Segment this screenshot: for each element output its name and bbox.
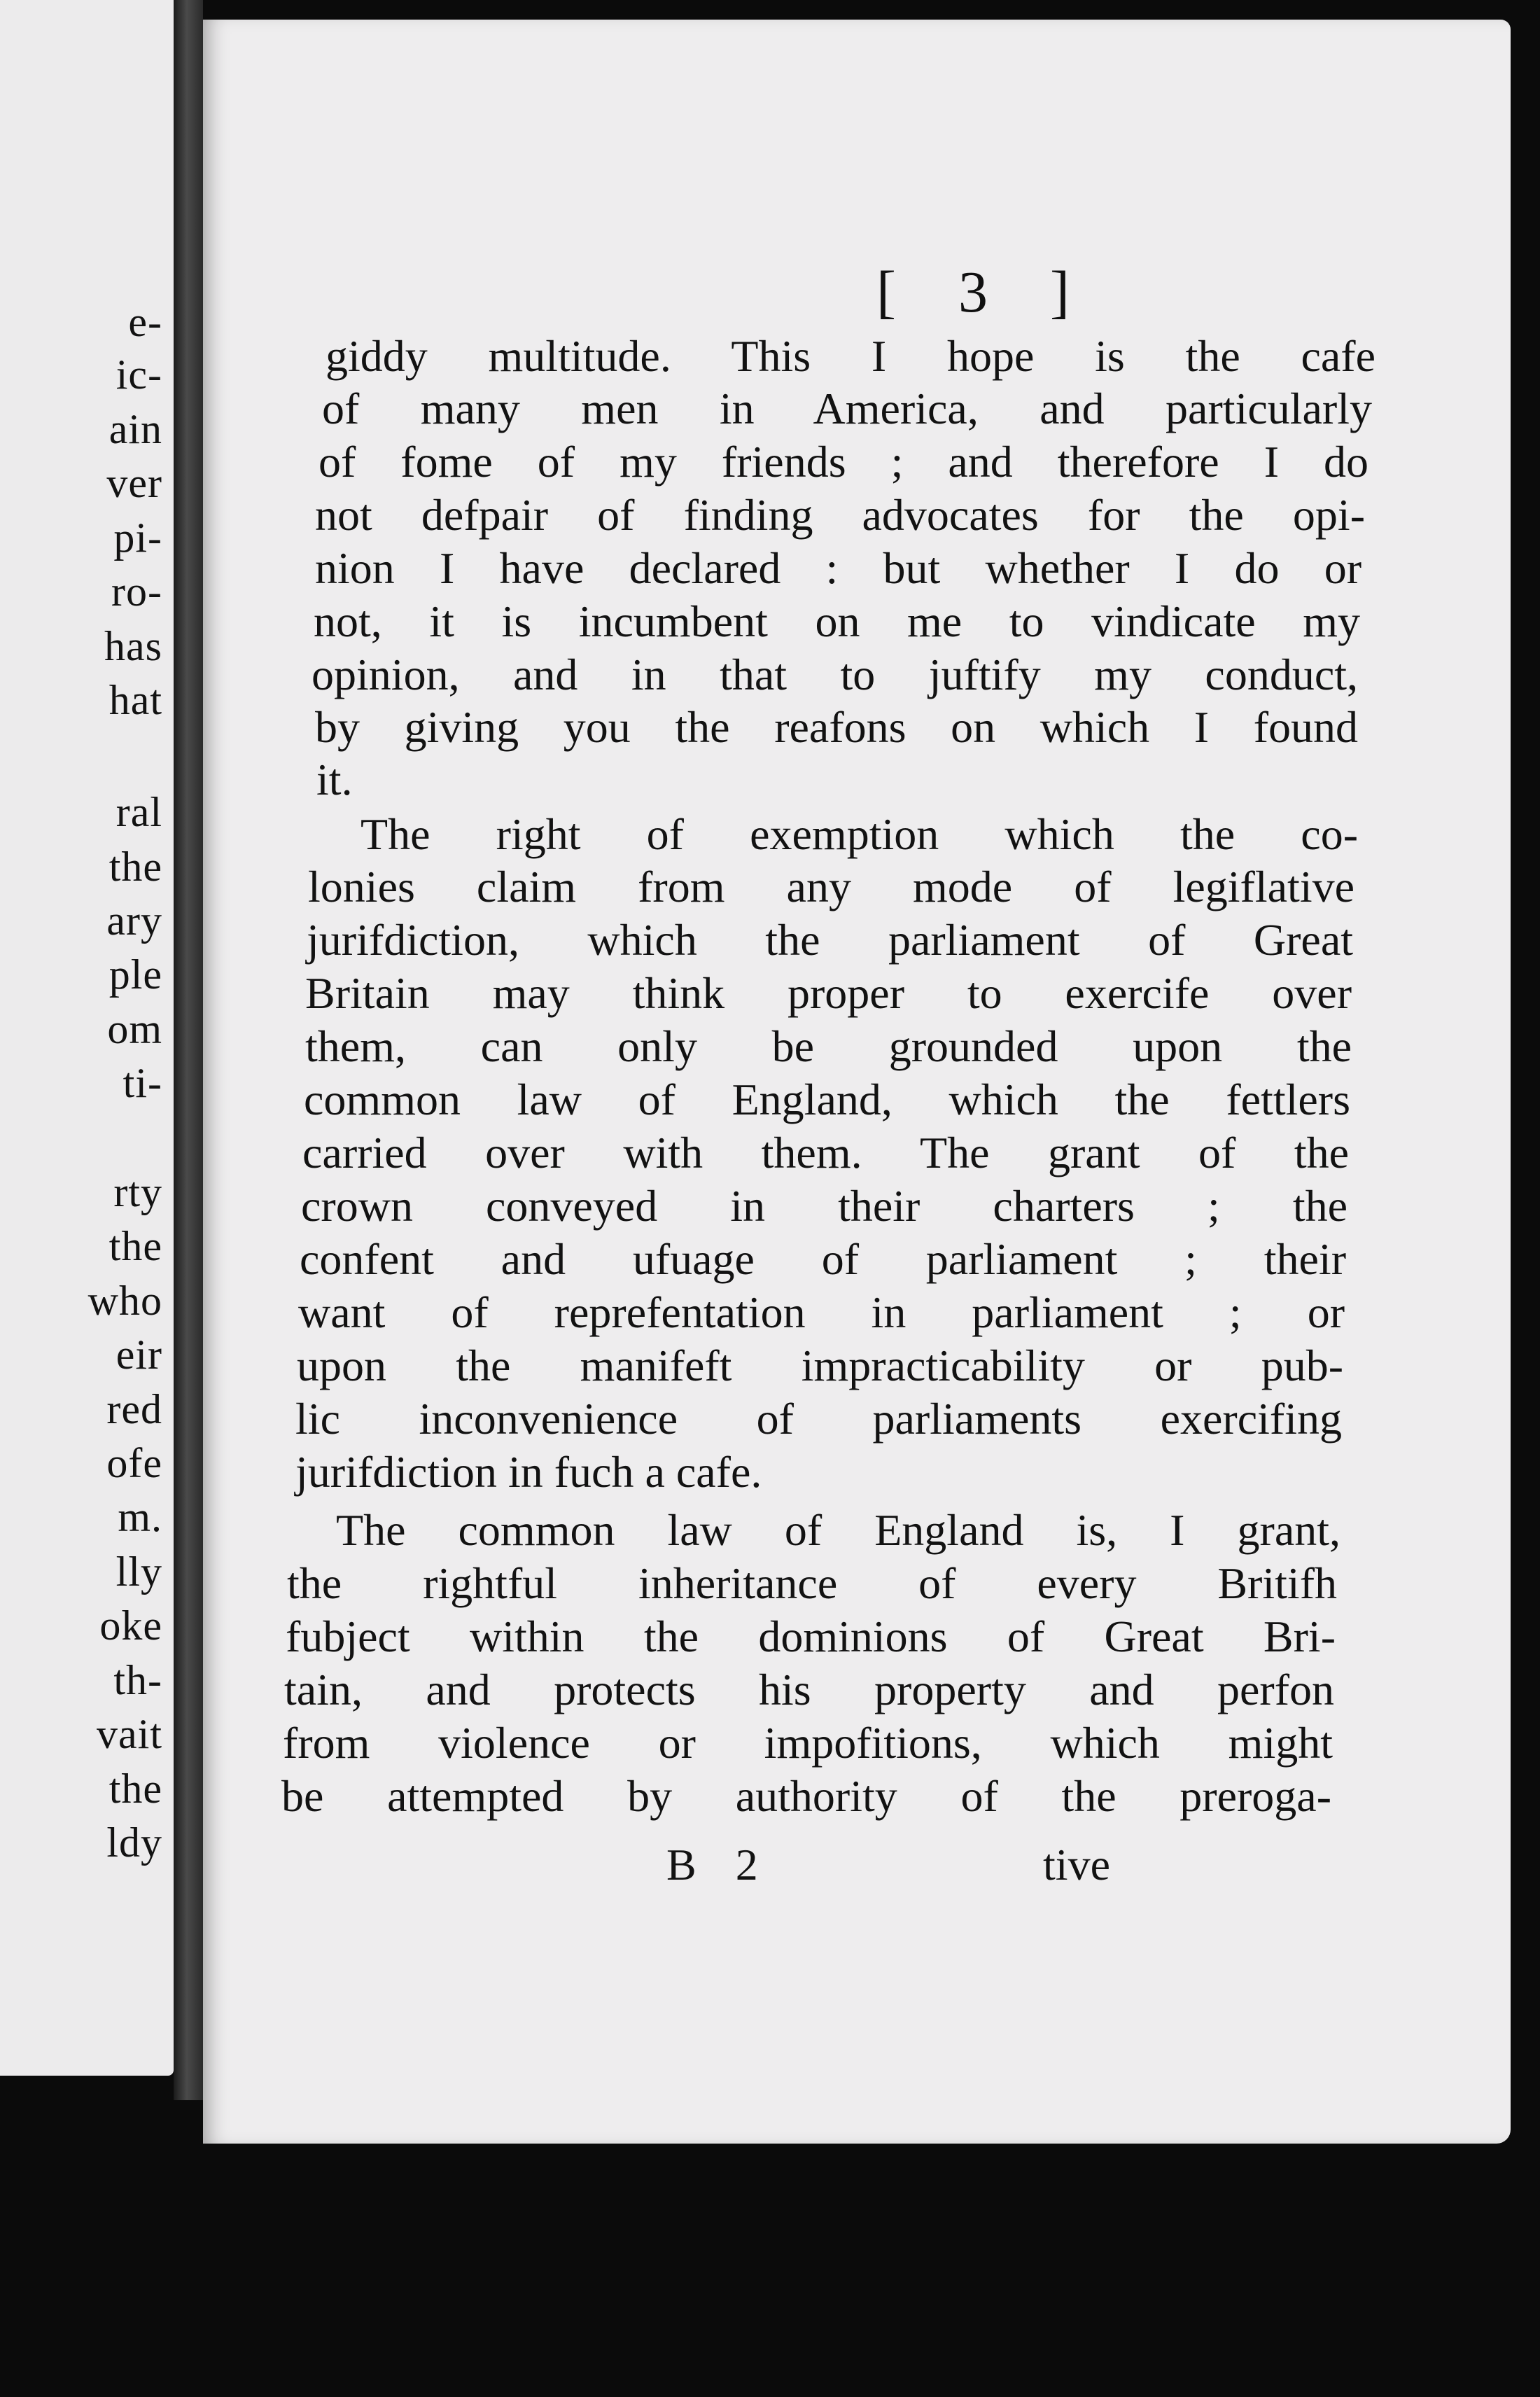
text-line: The common law of England is, I grant, xyxy=(336,1505,1340,1555)
text-line: fubject within the dominions of Great Bri- xyxy=(286,1612,1336,1661)
book-gutter xyxy=(174,0,203,2100)
text-line: by giving you the reafons on which I found xyxy=(315,702,1358,752)
text-line: the rightful inheritance of every Britifh xyxy=(287,1558,1337,1608)
left-fragment-line: ple xyxy=(108,951,162,998)
left-fragment-line: lly xyxy=(115,1549,162,1595)
text-line: them, can only be grounded upon the xyxy=(305,1021,1352,1071)
left-fragment-line: om xyxy=(107,1006,162,1052)
text-line: of many men in America, and particularly xyxy=(322,384,1372,433)
left-fragment-line: m. xyxy=(118,1494,162,1540)
left-fragment-line: ver xyxy=(106,460,162,506)
text-line: crown conveyed in their charters ; the xyxy=(301,1181,1348,1231)
signature-mark: B 2 xyxy=(666,1840,772,1889)
left-fragment-line: ti- xyxy=(122,1060,162,1106)
text-line: opinion, and in that to juftify my conduct, xyxy=(312,650,1358,699)
page-number-header: [ 3 ] xyxy=(876,260,1093,325)
left-fragment-line: th- xyxy=(113,1657,162,1703)
left-fragment-line: pi- xyxy=(113,515,162,561)
text-line: jurifdiction in fuch a cafe. xyxy=(295,1447,762,1497)
text-line: confent and ufuage of parliament ; their xyxy=(300,1234,1346,1284)
left-fragment-line: ldy xyxy=(106,1819,162,1866)
text-line: giddy multitude. This I hope is the cafe xyxy=(326,331,1376,381)
text-line: The right of exemption which the co- xyxy=(360,809,1358,859)
left-fragment-line: ofe xyxy=(106,1440,162,1486)
text-line: jurifdiction, which the parliament of Great xyxy=(307,915,1353,965)
left-fragment-line: ro- xyxy=(111,568,162,615)
left-fragment-line: ic- xyxy=(115,351,162,398)
text-line: tain, and protects his property and perfon xyxy=(284,1665,1334,1714)
left-fragment-line: the xyxy=(108,844,162,890)
left-fragment-line: red xyxy=(106,1386,162,1432)
text-line: be attempted by authority of the preroga- xyxy=(281,1771,1331,1821)
left-fragment-line: the xyxy=(108,1223,162,1269)
text-line: want of reprefentation in parliament ; or xyxy=(298,1287,1345,1337)
left-fragment-line: vait xyxy=(97,1711,162,1757)
left-fragment-line: oke xyxy=(99,1602,162,1649)
left-fragment-line: who xyxy=(88,1278,162,1324)
text-line: Britain may think proper to exercife over xyxy=(305,968,1352,1018)
text-line: of fome of my friends ; and therefore I do xyxy=(318,437,1368,487)
text-line: from violence or impofitions, which might xyxy=(283,1718,1333,1768)
left-fragment-line: eir xyxy=(115,1332,162,1378)
text-line: lonies claim from any mode of legiflative xyxy=(308,862,1354,911)
text-line: nion I have declared : but whether I do or xyxy=(315,543,1362,593)
left-fragment-line: the xyxy=(108,1766,162,1812)
left-fragment-line: rty xyxy=(113,1169,162,1215)
left-fragment-line: has xyxy=(104,623,162,669)
text-line: it. xyxy=(316,755,353,804)
book-page xyxy=(203,20,1511,2144)
previous-page-fragment xyxy=(0,0,174,2076)
text-line: carried over with them. The grant of the xyxy=(302,1128,1349,1177)
text-line: common law of England, which the fettlers xyxy=(304,1075,1350,1124)
left-fragment-line: hat xyxy=(108,677,162,723)
text-line: not defpair of finding advocates for the opi- xyxy=(315,490,1365,540)
left-fragment-line: ral xyxy=(115,789,162,835)
text-line: upon the manifeft impracticability or pub- xyxy=(297,1341,1343,1390)
catchword: tive xyxy=(1043,1840,1110,1889)
left-fragment-line: ain xyxy=(108,406,162,452)
left-fragment-line: ary xyxy=(106,897,162,944)
left-fragment-line: e- xyxy=(128,299,162,345)
text-line: lic inconvenience of parliaments exercifing xyxy=(295,1394,1342,1444)
text-line: not, it is incumbent on me to vindicate my xyxy=(314,596,1360,646)
